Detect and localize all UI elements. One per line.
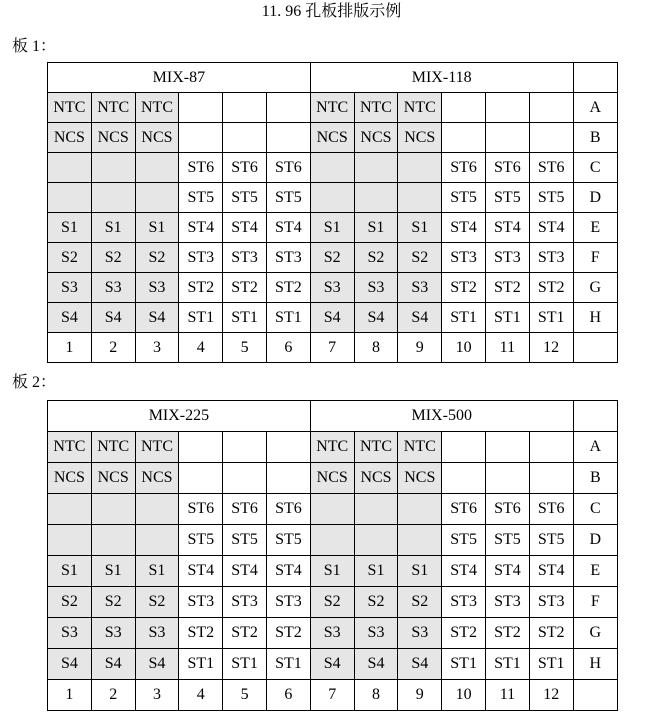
well-cell: S3	[135, 618, 179, 649]
row-label: F	[573, 587, 617, 618]
well-cell	[485, 123, 529, 153]
well-cell	[442, 93, 486, 123]
well-cell: ST2	[179, 273, 223, 303]
document-title: 11. 96 孔板排版示例	[261, 3, 402, 20]
row-label: G	[573, 618, 617, 649]
well-cell: ST3	[442, 243, 486, 273]
well-cell: ST5	[266, 525, 310, 556]
well-cell: ST6	[179, 153, 223, 183]
column-number: 7	[310, 680, 354, 711]
well-cell: S4	[135, 303, 179, 333]
well-cell	[266, 123, 310, 153]
well-cell	[266, 463, 310, 494]
row-label: B	[573, 123, 617, 153]
well-cell: ST6	[223, 494, 267, 525]
well-cell	[310, 494, 354, 525]
well-cell: ST5	[179, 183, 223, 213]
row-label: A	[573, 432, 617, 463]
well-cell	[485, 93, 529, 123]
well-cell: S2	[310, 587, 354, 618]
well-cell: S3	[135, 273, 179, 303]
well-cell: NTC	[354, 93, 398, 123]
well-cell	[266, 432, 310, 463]
column-number: 8	[354, 333, 398, 363]
well-cell: NTC	[310, 93, 354, 123]
well-cell	[486, 463, 530, 494]
header-corner-cell	[573, 401, 617, 432]
well-cell: S4	[48, 649, 92, 680]
well-cell: ST6	[266, 494, 310, 525]
well-cell	[398, 494, 442, 525]
plate-1-label: 板 1：	[12, 38, 57, 55]
row-label: C	[573, 494, 617, 525]
well-cell: NCS	[354, 463, 398, 494]
column-number: 4	[179, 680, 223, 711]
well-cell: S4	[310, 649, 354, 680]
well-cell: NCS	[398, 123, 442, 153]
well-cell: NCS	[354, 123, 398, 153]
column-number: 1	[48, 680, 92, 711]
well-cell: NCS	[91, 463, 135, 494]
well-cell: NTC	[398, 93, 442, 123]
row-label: D	[573, 525, 617, 556]
well-cell: ST4	[485, 213, 529, 243]
well-cell	[354, 153, 398, 183]
group-header-right: MIX-500	[310, 401, 573, 432]
column-number: 11	[486, 680, 530, 711]
well-cell	[91, 494, 135, 525]
well-cell: S2	[91, 243, 135, 273]
row-label: C	[573, 153, 617, 183]
column-number: 9	[398, 333, 442, 363]
plate-row	[48, 213, 618, 243]
well-cell: ST3	[529, 243, 573, 273]
well-cell: S2	[135, 587, 179, 618]
well-cell	[179, 93, 223, 123]
column-number: 10	[442, 680, 486, 711]
well-cell	[310, 525, 354, 556]
plate-row	[48, 93, 618, 123]
well-cell: NTC	[354, 432, 398, 463]
well-cell: ST3	[485, 243, 529, 273]
well-cell	[223, 123, 267, 153]
well-cell	[48, 183, 92, 213]
well-cell	[135, 494, 179, 525]
well-cell	[398, 183, 442, 213]
well-cell: ST6	[529, 494, 573, 525]
well-cell: S4	[354, 303, 398, 333]
well-cell: S1	[398, 213, 442, 243]
well-cell	[442, 123, 486, 153]
well-cell: S1	[91, 556, 135, 587]
well-cell: S4	[398, 303, 442, 333]
well-cell: S1	[354, 556, 398, 587]
well-cell: ST3	[179, 243, 223, 273]
column-number: 5	[223, 680, 267, 711]
well-cell: ST2	[529, 273, 573, 303]
plate-row	[48, 556, 618, 587]
well-cell: ST5	[223, 525, 267, 556]
well-cell	[223, 432, 267, 463]
well-cell: ST3	[486, 587, 530, 618]
footer-corner-cell	[573, 333, 617, 363]
well-cell: ST1	[486, 649, 530, 680]
well-cell: NCS	[310, 463, 354, 494]
column-number: 3	[135, 680, 179, 711]
plate-row	[48, 303, 618, 333]
well-cell	[48, 525, 92, 556]
well-cell: ST6	[486, 494, 530, 525]
well-cell: ST6	[266, 153, 310, 183]
well-cell: ST4	[442, 213, 486, 243]
well-cell	[529, 463, 573, 494]
column-number: 9	[398, 680, 442, 711]
group-header-right: MIX-118	[310, 63, 573, 93]
plate-row	[48, 463, 618, 494]
well-cell: S2	[135, 243, 179, 273]
well-cell: S2	[398, 243, 442, 273]
column-number: 2	[91, 333, 135, 363]
plate-row	[48, 273, 618, 303]
well-cell: S3	[91, 618, 135, 649]
well-cell: ST4	[529, 556, 573, 587]
row-label: E	[573, 556, 617, 587]
well-cell: S3	[91, 273, 135, 303]
plate-row	[48, 432, 618, 463]
well-cell: ST4	[223, 556, 267, 587]
well-cell: ST5	[442, 183, 486, 213]
well-cell	[179, 463, 223, 494]
well-cell	[135, 183, 179, 213]
well-cell: ST2	[266, 618, 310, 649]
well-cell	[486, 432, 530, 463]
well-cell	[310, 183, 354, 213]
well-cell: ST1	[223, 649, 267, 680]
plate-1-table	[47, 62, 618, 363]
column-number: 11	[485, 333, 529, 363]
row-label: D	[573, 183, 617, 213]
well-cell: ST6	[179, 494, 223, 525]
well-cell: S1	[354, 213, 398, 243]
well-cell: NCS	[91, 123, 135, 153]
well-cell: ST1	[485, 303, 529, 333]
well-cell: S2	[48, 587, 92, 618]
plate-row	[48, 587, 618, 618]
plate-row	[48, 183, 618, 213]
well-cell: ST1	[442, 649, 486, 680]
well-cell: ST2	[266, 273, 310, 303]
row-label: B	[573, 463, 617, 494]
well-cell: ST5	[179, 525, 223, 556]
well-cell: S4	[48, 303, 92, 333]
well-cell	[398, 153, 442, 183]
plate-row	[48, 525, 618, 556]
well-cell: NCS	[310, 123, 354, 153]
row-label: F	[573, 243, 617, 273]
column-number: 6	[266, 680, 310, 711]
well-cell: ST1	[529, 649, 573, 680]
well-cell: NTC	[91, 432, 135, 463]
column-number: 12	[529, 680, 573, 711]
well-cell: ST3	[266, 243, 310, 273]
well-cell: NCS	[135, 123, 179, 153]
well-cell: S3	[398, 273, 442, 303]
plate-row	[48, 494, 618, 525]
plate-row	[48, 618, 618, 649]
well-cell: S2	[310, 243, 354, 273]
well-cell: ST6	[223, 153, 267, 183]
well-cell: ST4	[529, 213, 573, 243]
well-cell: ST4	[223, 213, 267, 243]
well-cell: ST1	[266, 303, 310, 333]
row-label: H	[573, 649, 617, 680]
well-cell	[529, 432, 573, 463]
well-cell: S2	[354, 243, 398, 273]
well-cell: ST6	[442, 494, 486, 525]
well-cell	[179, 432, 223, 463]
well-cell: S1	[310, 556, 354, 587]
well-cell: ST3	[529, 587, 573, 618]
plate-row	[48, 123, 618, 153]
well-cell: S4	[91, 303, 135, 333]
well-cell: NTC	[398, 432, 442, 463]
well-cell: NCS	[135, 463, 179, 494]
well-cell: S1	[48, 213, 92, 243]
row-label: G	[573, 273, 617, 303]
well-cell: ST3	[442, 587, 486, 618]
plate-header-row	[48, 63, 618, 93]
well-cell: S1	[91, 213, 135, 243]
well-cell: S1	[135, 556, 179, 587]
well-cell: ST2	[486, 618, 530, 649]
well-cell: ST3	[223, 587, 267, 618]
well-cell: ST5	[486, 525, 530, 556]
well-cell: S4	[91, 649, 135, 680]
well-cell: NCS	[48, 123, 92, 153]
well-cell: S3	[310, 618, 354, 649]
well-cell: ST6	[529, 153, 573, 183]
well-cell: ST1	[223, 303, 267, 333]
column-number-row	[48, 680, 618, 711]
row-label: E	[573, 213, 617, 243]
row-label: A	[573, 93, 617, 123]
well-cell	[529, 123, 573, 153]
well-cell	[48, 153, 92, 183]
well-cell: ST3	[179, 587, 223, 618]
well-cell	[179, 123, 223, 153]
well-cell	[529, 93, 573, 123]
column-number: 3	[135, 333, 179, 363]
well-cell: ST4	[266, 213, 310, 243]
well-cell: S1	[135, 213, 179, 243]
well-cell: ST3	[266, 587, 310, 618]
well-cell	[442, 463, 486, 494]
well-cell: ST5	[485, 183, 529, 213]
well-cell	[442, 432, 486, 463]
well-cell	[354, 183, 398, 213]
well-cell: S3	[398, 618, 442, 649]
well-cell	[135, 153, 179, 183]
row-label: H	[573, 303, 617, 333]
well-cell: S1	[310, 213, 354, 243]
well-cell: NCS	[398, 463, 442, 494]
well-cell	[223, 93, 267, 123]
plate-2-label: 板 2：	[12, 374, 57, 391]
column-number: 12	[529, 333, 573, 363]
well-cell	[398, 525, 442, 556]
column-number: 2	[91, 680, 135, 711]
well-cell: S4	[135, 649, 179, 680]
footer-corner-cell	[573, 680, 617, 711]
well-cell	[354, 525, 398, 556]
well-cell	[91, 525, 135, 556]
well-cell: ST5	[529, 525, 573, 556]
well-cell: ST2	[223, 618, 267, 649]
well-cell: S3	[354, 273, 398, 303]
well-cell: S3	[354, 618, 398, 649]
well-cell: ST1	[179, 303, 223, 333]
well-cell	[266, 93, 310, 123]
well-cell: S3	[310, 273, 354, 303]
well-cell: NTC	[310, 432, 354, 463]
well-cell: ST1	[442, 303, 486, 333]
well-cell: ST4	[486, 556, 530, 587]
well-cell	[135, 525, 179, 556]
well-cell: ST2	[223, 273, 267, 303]
well-cell: ST5	[266, 183, 310, 213]
well-cell	[223, 463, 267, 494]
well-cell: S1	[398, 556, 442, 587]
plate-row	[48, 153, 618, 183]
well-cell	[91, 183, 135, 213]
well-cell: ST2	[442, 273, 486, 303]
well-cell: S4	[354, 649, 398, 680]
well-cell: S4	[398, 649, 442, 680]
well-cell: ST2	[485, 273, 529, 303]
column-number: 5	[223, 333, 267, 363]
well-cell: ST3	[223, 243, 267, 273]
well-cell: ST2	[179, 618, 223, 649]
column-number: 6	[266, 333, 310, 363]
well-cell: NTC	[48, 93, 92, 123]
well-cell: NTC	[91, 93, 135, 123]
plate-row	[48, 243, 618, 273]
well-cell: ST4	[179, 213, 223, 243]
well-cell: ST4	[179, 556, 223, 587]
well-cell: NTC	[135, 93, 179, 123]
well-cell: S4	[310, 303, 354, 333]
well-cell: S2	[48, 243, 92, 273]
well-cell: NTC	[135, 432, 179, 463]
well-cell: S2	[91, 587, 135, 618]
well-cell: ST5	[529, 183, 573, 213]
column-number: 8	[354, 680, 398, 711]
well-cell: ST4	[266, 556, 310, 587]
well-cell	[48, 494, 92, 525]
well-cell: ST5	[442, 525, 486, 556]
well-cell: NTC	[48, 432, 92, 463]
well-cell: ST2	[442, 618, 486, 649]
well-cell: S2	[398, 587, 442, 618]
column-number-row	[48, 333, 618, 363]
well-cell: S2	[354, 587, 398, 618]
group-header-left: MIX-225	[48, 401, 311, 432]
well-cell: S3	[48, 273, 92, 303]
well-cell: ST6	[442, 153, 486, 183]
well-cell: ST5	[223, 183, 267, 213]
well-cell: ST4	[442, 556, 486, 587]
column-number: 1	[48, 333, 92, 363]
well-cell: ST2	[529, 618, 573, 649]
column-number: 10	[442, 333, 486, 363]
well-cell	[91, 153, 135, 183]
well-cell	[310, 153, 354, 183]
column-number: 7	[310, 333, 354, 363]
well-cell: S1	[48, 556, 92, 587]
plate-header-row	[48, 401, 618, 432]
well-cell: ST1	[529, 303, 573, 333]
well-cell: ST6	[485, 153, 529, 183]
well-cell: ST1	[179, 649, 223, 680]
well-cell	[354, 494, 398, 525]
plate-2-table	[47, 400, 618, 711]
well-cell: NCS	[48, 463, 92, 494]
column-number: 4	[179, 333, 223, 363]
header-corner-cell	[573, 63, 617, 93]
well-cell: S3	[48, 618, 92, 649]
group-header-left: MIX-87	[48, 63, 311, 93]
well-cell: ST1	[266, 649, 310, 680]
plate-row	[48, 649, 618, 680]
